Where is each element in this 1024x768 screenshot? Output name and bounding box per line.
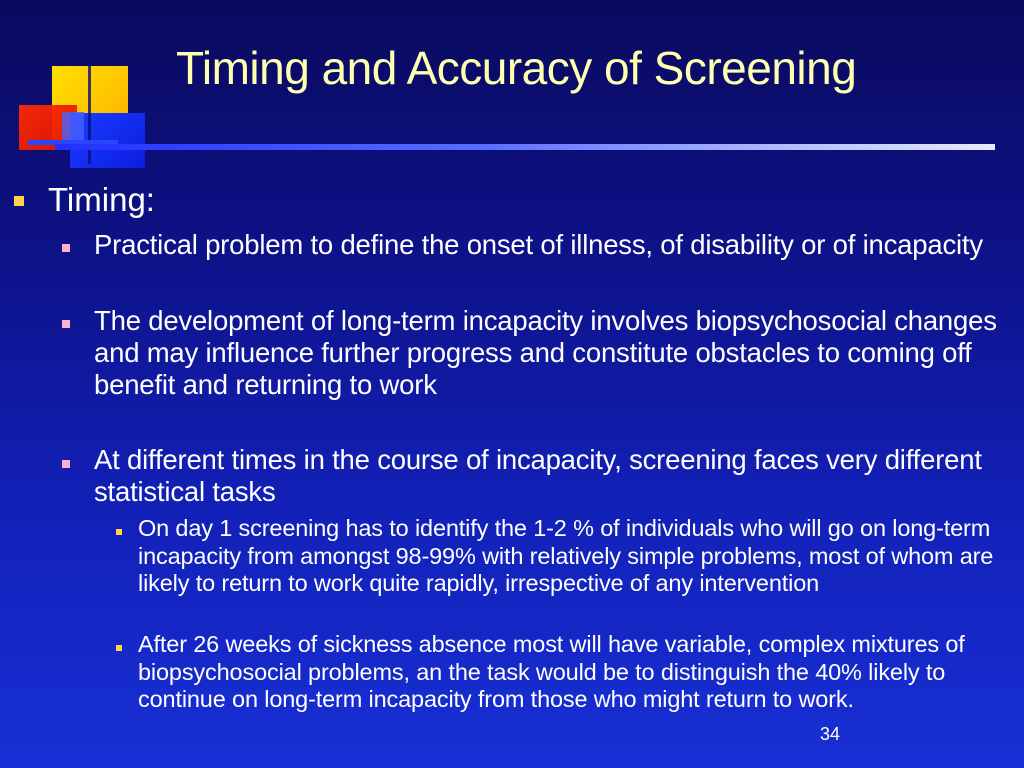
bullet-level3-marker [116,529,122,535]
title-underline-rule [55,144,995,150]
sub-bullet-item-2: After 26 weeks of sickness absence most will have variable, complex mixtures of biopsychosocial problems, an the task would be to distinguish the 40% likely to continue on long-term incapacity from those who might return to work. [138,631,965,712]
sub-bullet-item-1: On day 1 screening has to identify the 1-2 % of individuals who will go on long-term incapacity from amongst 98-99% with relatively simple problems, most of whom are likely to return to work quite rapidly, irrespective of any intervention [138,515,994,596]
bullet-level2-marker [62,320,70,328]
bullet-level3-marker [116,645,122,651]
bullet-level2-marker [62,460,70,468]
heading-timing: Timing: [48,181,155,218]
bullet-item-2: The development of long-term incapacity involves biopsychosocial changes and may influence further progress and constitute obstacles to coming off benefit and returning to work [94,305,997,400]
bullet-level2-marker [62,244,70,252]
bullet-item-3: At different times in the course of incapacity, screening faces very different statistical tasks [94,444,982,507]
bullet-level1-marker [14,196,24,206]
page-number: 34 [820,724,841,744]
bullet-item-1: Practical problem to define the onset of illness, of disability or of incapacity [94,229,983,260]
slide-title: Timing and Accuracy of Screening [176,42,857,94]
